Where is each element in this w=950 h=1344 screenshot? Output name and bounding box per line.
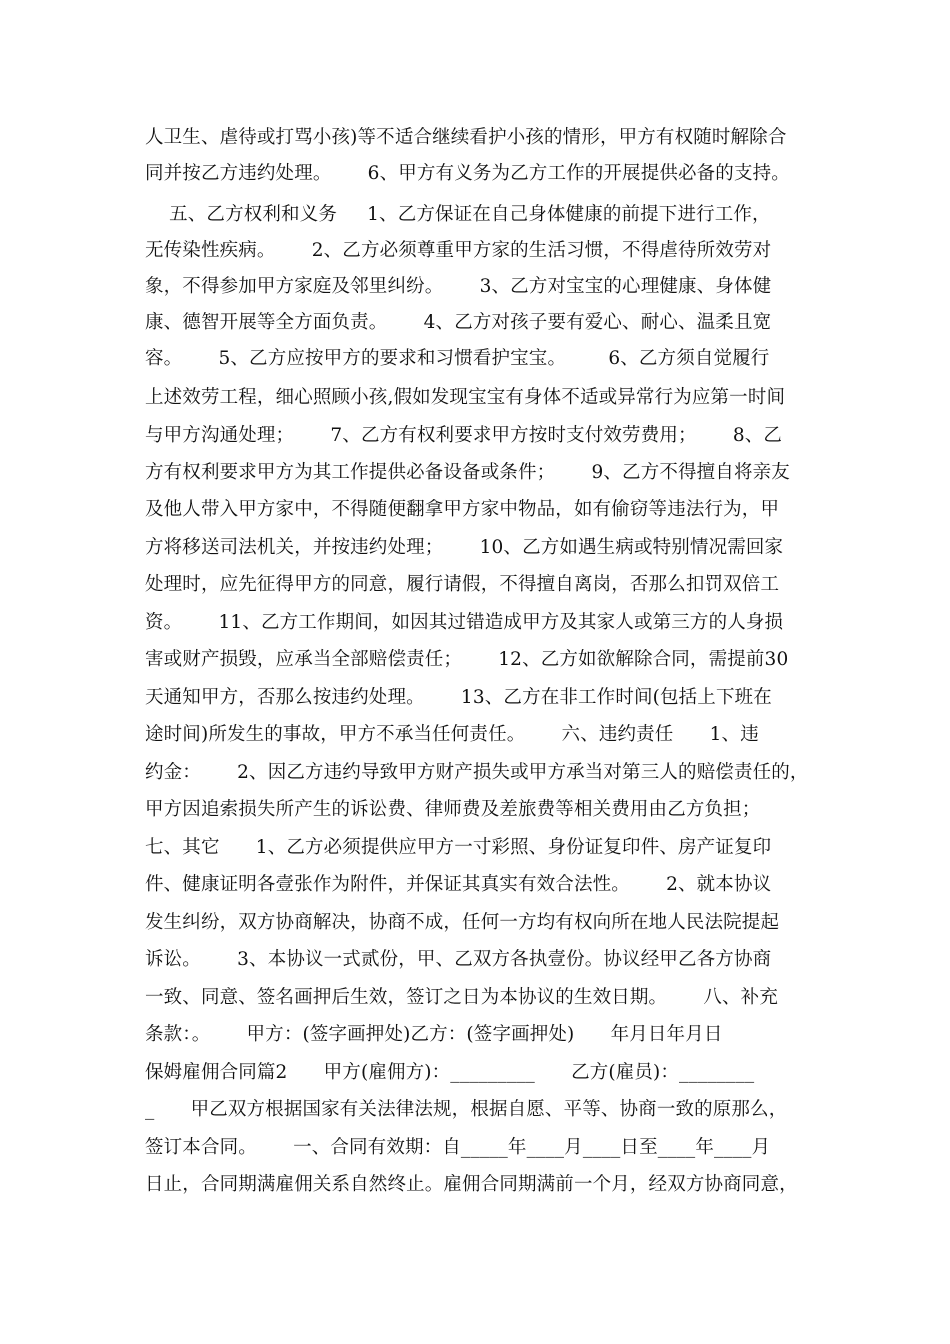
text-line: 害或财产损毁，应承当全部赔偿责任； 12、乙方如欲解除合同，需提前30 bbox=[145, 649, 789, 670]
text-line: 保姆雇佣合同篇2 甲方(雇佣方)：_________ 乙方(雇员)：________ bbox=[145, 1062, 755, 1083]
text-line: 甲方因追索损失所产生的诉讼费、律师费及差旅费等相关费用由乙方负担； bbox=[145, 799, 761, 820]
text-line: 处理时，应先征得甲方的同意，履行请假，不得擅自离岗，否那么扣罚双倍工 bbox=[145, 574, 780, 595]
text-line: 容。 5、乙方应按甲方的要求和习惯看护宝宝。 6、乙方须自觉履行 bbox=[145, 348, 770, 369]
text-line: 上述效劳工程，细心照顾小孩,假如发现宝宝有身体不适或异常行为应第一时间 bbox=[145, 387, 786, 408]
text-line: 及他人带入甲方家中，不得随便翻拿甲方家中物品，如有偷窃等违法行为，甲 bbox=[145, 499, 780, 520]
text-line: 方将移送司法机关，并按违约处理； 10、乙方如遇生病或特别情况需回家 bbox=[145, 537, 784, 558]
text-line: 途时间)所发生的事故，甲方不承当任何责任。 六、违约责任 1、违 bbox=[145, 724, 759, 745]
text-line: 日止，合同期满雇佣关系自然终止。雇佣合同期满前一个月，经双方协商同意， bbox=[145, 1174, 798, 1195]
text-line: 诉讼。 3、本协议一式贰份，甲、乙双方各执壹份。协议经甲乙各方协商 bbox=[145, 949, 772, 970]
text-line: 方有权利要求甲方为其工作提供必备设备或条件； 9、乙方不得擅自将亲友 bbox=[145, 462, 790, 483]
text-line: 同并按乙方违约处理。 6、甲方有义务为乙方工作的开展提供必备的支持。 bbox=[145, 163, 790, 184]
text-line: 天通知甲方，否那么按违约处理。 13、乙方在非工作时间(包括上下班在 bbox=[145, 687, 772, 708]
text-line: 条款：。 甲方：(签字画押处)乙方：(签字画押处) 年月日年月日 bbox=[145, 1024, 723, 1045]
text-line: 发生纠纷，双方协商解决，协商不成，任何一方均有权向所在地人民法院提起 bbox=[145, 912, 780, 933]
text-line: 一致、同意、签名画押后生效，签订之日为本协议的生效日期。 八、补充 bbox=[145, 987, 778, 1008]
text-line: 七、其它 1、乙方必须提供应甲方一寸彩照、身份证复印件、房产证复印 bbox=[145, 837, 772, 858]
text-line: 约金： 2、因乙方违约导致甲方财产损失或甲方承当对第三人的赔偿责任的， bbox=[145, 762, 809, 783]
text-line: 件、健康证明各壹张作为附件，并保证其真实有效合法性。 2、就本协议 bbox=[145, 874, 772, 895]
text-line: 资。 11、乙方工作期间，如因其过错造成甲方及其家人或第三方的人身损 bbox=[145, 612, 784, 633]
text-line: 康、德智开展等全方面负责。 4、乙方对孩子要有爱心、耐心、温柔且宽 bbox=[145, 312, 772, 333]
text-line: 五、乙方权利和义务 1、乙方保证在自己身体健康的前提下进行工作， bbox=[145, 204, 771, 225]
text-line: 签订本合同。 一、合同有效期：自_____年____月____日至____年____月 bbox=[145, 1137, 771, 1158]
text-line: 与甲方沟通处理； 7、乙方有权利要求甲方按时支付效劳费用； 8、乙 bbox=[145, 425, 783, 446]
text-line: 象，不得参加甲方家庭及邻里纠纷。 3、乙方对宝宝的心理健康、身体健 bbox=[145, 276, 772, 297]
text-line: 无传染性疾病。 2、乙方必须尊重甲方家的生活习惯，不得虐待所效劳对 bbox=[145, 240, 772, 261]
text-line: _ 甲乙双方根据国家有关法律法规，根据自愿、平等、协商一致的原那么， bbox=[145, 1099, 788, 1120]
text-line: 人卫生、虐待或打骂小孩)等不适合继续看护小孩的情形，甲方有权随时解除合 bbox=[145, 127, 787, 148]
